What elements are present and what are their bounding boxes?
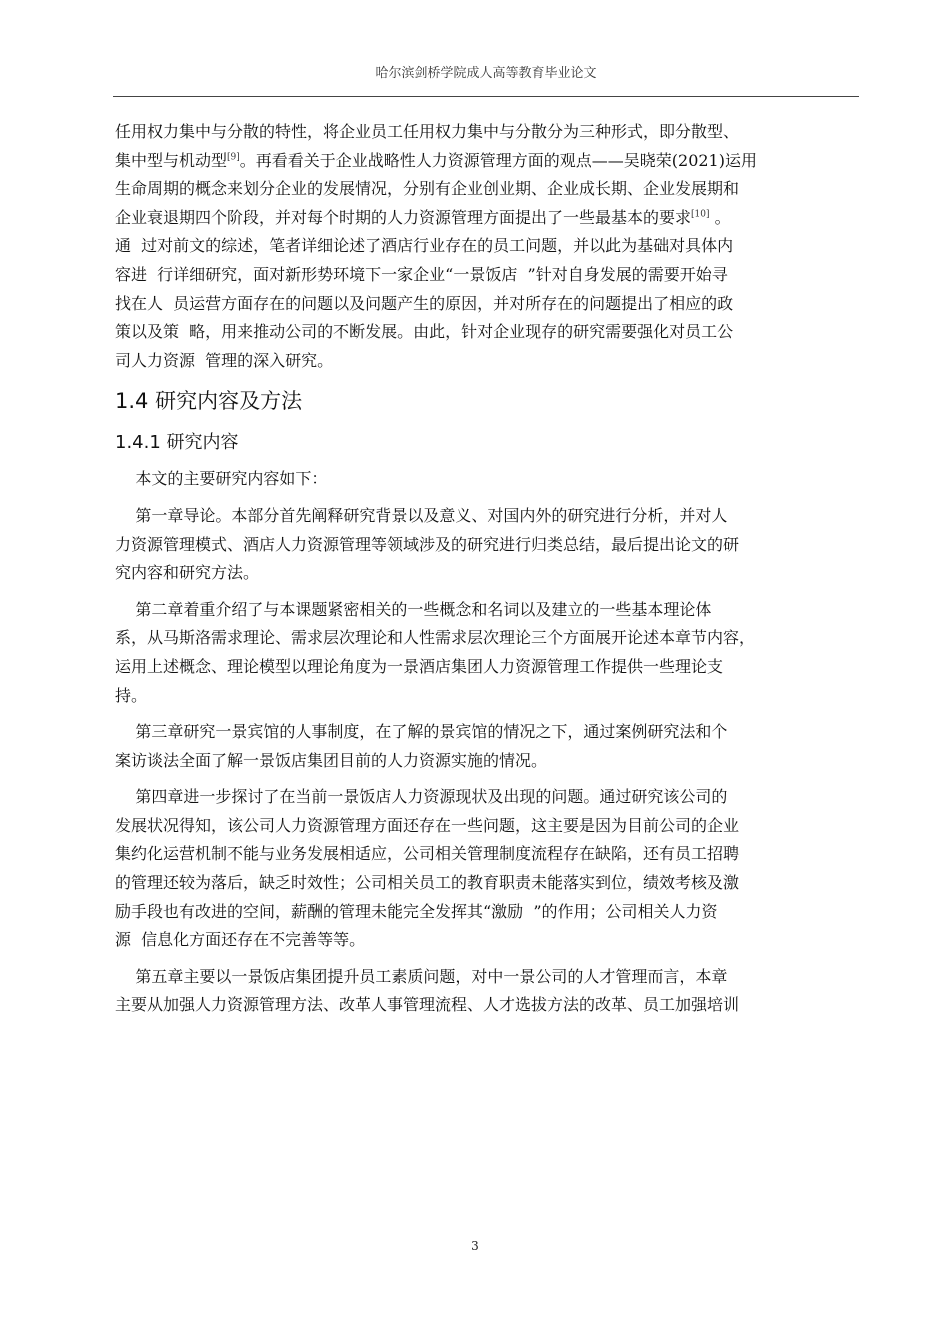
- text-line: 持。: [115, 685, 148, 705]
- text-line: 力资源管理模式、酒店人力资源管理等领域涉及的研究进行归类总结，最后提出论文的研: [115, 534, 740, 554]
- paragraph-chapter-4: [115, 783, 859, 955]
- text-line: 集约化运营机制不能与业务发展相适应，公司相关管理制度流程存在缺陷，还有员工招聘: [115, 844, 740, 864]
- text-line: 系，从马斯洛需求理论、需求层次理论和人性需求层次理论三个方面展开论述本章节内容，: [115, 628, 756, 648]
- citation-ref: [9]: [227, 152, 240, 163]
- text-line: 第三章研究一景宾馆的人事制度，在了解的景宾馆的情况之下，通过案例研究法和个: [115, 722, 728, 742]
- text-line: 主要从加强人力资源管理方法、改革人事管理流程、人才选拔方法的改革、员工加强培训: [115, 995, 740, 1015]
- text-line: 的管理还较为落后，缺乏时效性；公司相关员工的教育职责未能落实到位，绩效考核及激: [115, 873, 740, 893]
- text-line: 找在人 员运营方面存在的问题以及问题产生的原因，并对所存在的问题提出了相应的政: [115, 293, 734, 313]
- paragraph-chapter-3: [115, 718, 859, 775]
- intro-paragraph: [115, 118, 859, 375]
- text-line: 第二章着重介绍了与本课题紧密相关的一些概念和名词以及建立的一些基本理论体: [115, 599, 712, 619]
- text-span: 。再看看关于企业战略性人力资源管理方面的观点——吴晓荣(2021)运用: [239, 150, 757, 170]
- text-line: 司人力资源 管理的深入研究。: [115, 350, 334, 370]
- text-span: 集中型与机动型: [115, 150, 228, 170]
- text-span: 企业衰退期四个阶段，并对每个时期的人力资源管理方面提出了一些最基本的要求: [115, 207, 692, 227]
- text-line: 通 过对前文的综述，笔者详细论述了酒店行业存在的员工问题，并以此为基础对具体内: [115, 236, 734, 256]
- running-header: 哈尔滨剑桥学院成人高等教育毕业论文: [375, 66, 597, 81]
- page-number: 3: [471, 1239, 479, 1253]
- section-heading: 1.4 研究内容及方法: [115, 389, 303, 414]
- text-line: 容进 行详细研究，面对新形势环境下一家企业“一景饭店 ”针对自身发展的需要开始寻: [115, 264, 728, 284]
- paragraph-intro-list: [115, 465, 859, 494]
- text-line: 生命周期的概念来划分企业的发展情况，分别有企业创业期、企业成长期、企业发展期和: [115, 179, 740, 199]
- text-line: 运用上述概念、理论模型以理论角度为一景酒店集团人力资源管理工作提供一些理论支: [115, 656, 724, 676]
- paragraph-chapter-2: [115, 596, 859, 710]
- text-line: 第五章主要以一景饭店集团提升员工素质问题，对中一景公司的人才管理而言，本章: [115, 966, 728, 986]
- text-line: 究内容和研究方法。: [115, 563, 260, 583]
- text-line: 源 信息化方面还存在不完善等等。: [115, 930, 366, 950]
- text-line: [115, 204, 859, 233]
- text-line: 发展状况得知，该公司人力资源管理方面还存在一些问题，这主要是因为目前公司的企业: [115, 815, 740, 835]
- text-line: 案访谈法全面了解一景饭店集团目前的人力资源实施的情况。: [115, 750, 548, 770]
- text-line: 第一章导论。本部分首先阐释研究背景以及意义、对国内外的研究进行分析，并对人: [115, 505, 728, 525]
- text-line: 励手段也有改进的空间，薪酬的管理未能完全发挥其“激励 ”的作用；公司相关人力资: [115, 901, 718, 921]
- text-span: 。: [709, 207, 731, 227]
- text-line: [115, 147, 859, 176]
- citation-ref: [10]: [691, 209, 710, 220]
- header-divider: [113, 96, 859, 97]
- paragraph-chapter-1: [115, 502, 859, 588]
- text-line: 本文的主要研究内容如下：: [115, 469, 328, 489]
- subsection-heading: 1.4.1 研究内容: [115, 432, 239, 454]
- text-line: 第四章进一步探讨了在当前一景饭店人力资源现状及出现的问题。通过研究该公司的: [115, 787, 728, 807]
- page-body: [115, 118, 859, 1020]
- paragraph-chapter-5: [115, 963, 859, 1020]
- text-line: 任用权力集中与分散的特性，将企业员工任用权力集中与分散分为三种形式，即分散型、: [115, 122, 740, 141]
- text-line: 策以及策 略，用来推动公司的不断发展。由此，针对企业现存的研究需要强化对员工公: [115, 322, 734, 342]
